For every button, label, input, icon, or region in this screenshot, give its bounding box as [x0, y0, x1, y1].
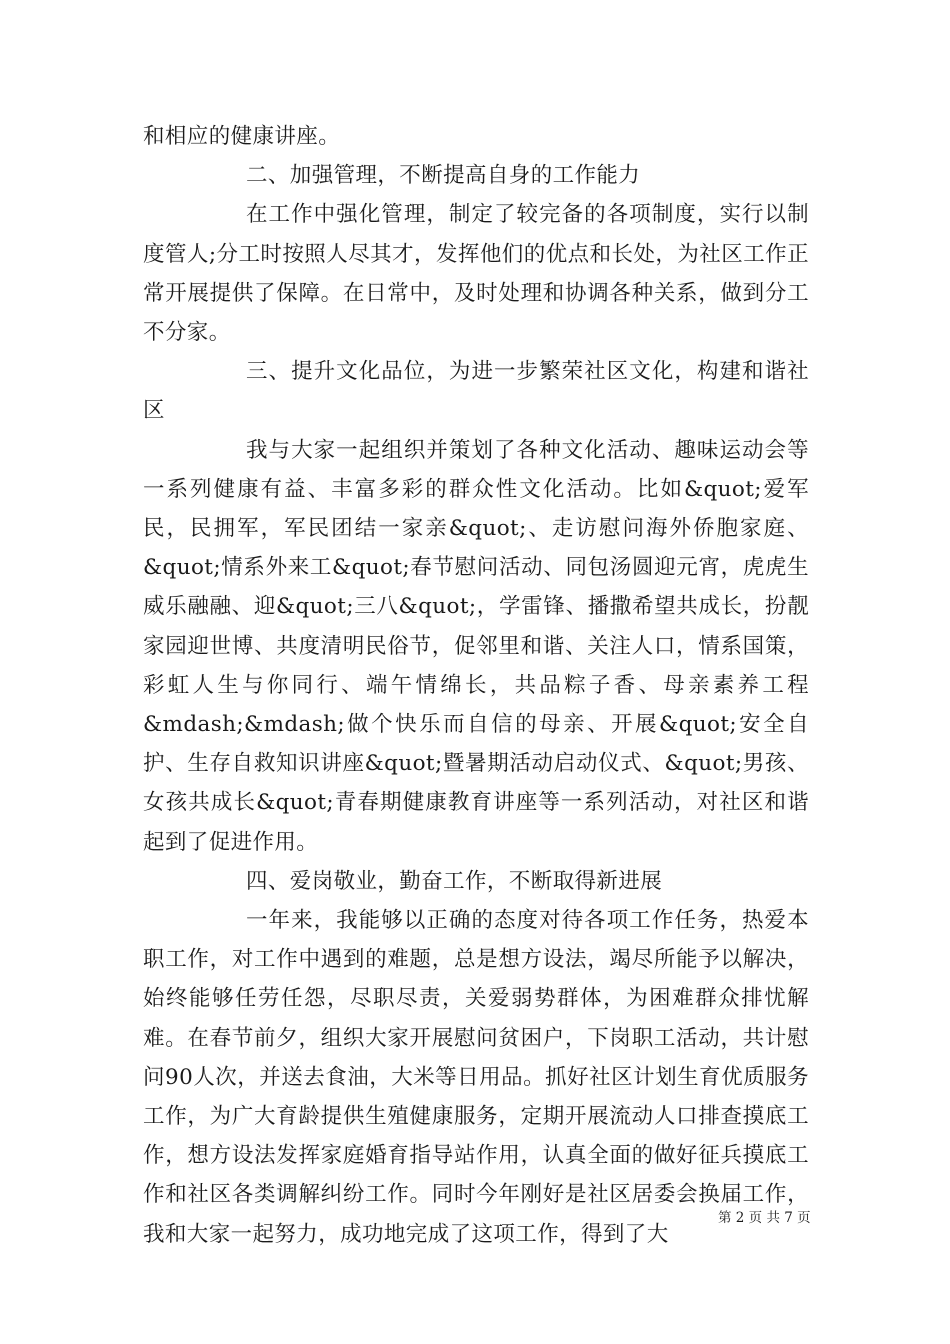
section-heading-4: 四、爱岗敬业，勤奋工作，不断取得新进展	[246, 868, 663, 894]
paragraph-management: 在工作中强化管理，制定了较完备的各项制度，实行以制度管人;分工时按照人尽其才，发挥他们的优点和长处，为社区工作正常开展提供了保障。在日常中，及时处理和协调各种关系，做到分工不分家。	[143, 202, 809, 346]
paragraph-continuation: 和相应的健康讲座。	[143, 124, 341, 149]
document-body	[143, 117, 809, 1254]
paragraph-culture: 我与大家一起组织并策划了各种文化活动、趣味运动会等一系列健康有益、丰富多彩的群众性文化活动。比如&quot;爱军民，民拥军，军民团结一家亲&quot;、走访慰问海外侨胞家庭、&quot;情系外来工&quot;春节慰问活动、同包汤圆迎元宵，虎虎生威乐融融、迎&quot;三八&quot;，学雷锋、播撒希望共成长，扮靓家园迎世博、共度清明民俗节，促邻里和谐、关注人口，情系国策，彩虹人生与你同行、端午情绵长，共品粽子香、母亲素养工程&mdash;&mdash;做个快乐而自信的母亲、开展&quot;安全自护、生存自救知识讲座&quot;暨暑期活动启动仪式、&quot;男孩、女孩共成长&quot;青春期健康教育讲座等一系列活动，对社区和谐起到了促进作用。	[143, 437, 809, 855]
section-heading-2: 二、加强管理，不断提高自身的工作能力	[246, 163, 641, 189]
page-number-footer: 第 2 页 共 7 页	[718, 1210, 811, 1226]
section-heading-3: 三、提升文化品位，为进一步繁荣社区文化，构建和谐社区	[143, 359, 809, 424]
paragraph-work: 一年来，我能够以正确的态度对待各项工作任务，热爱本职工作，对工作中遇到的难题，总是想方设法，竭尽所能予以解决，始终能够任劳任怨，尽职尽责，关爱弱势群体，为困难群众排忧解难。在春节前夕，组织大家开展慰问贫困户，下岗职工活动，共计慰问90人次，并送去食油，大米等日用品。抓好社区计划生育优质服务工作，为广大育龄提供生殖健康服务，定期开展流动人口排查摸底工作，想方设法发挥家庭婚育指导站作用，认真全面的做好征兵摸底工作和社区各类调解纠纷工作。同时今年刚好是社区居委会换届工作，我和大家一起努力，成功地完成了这项工作，得到了大	[143, 908, 809, 1247]
